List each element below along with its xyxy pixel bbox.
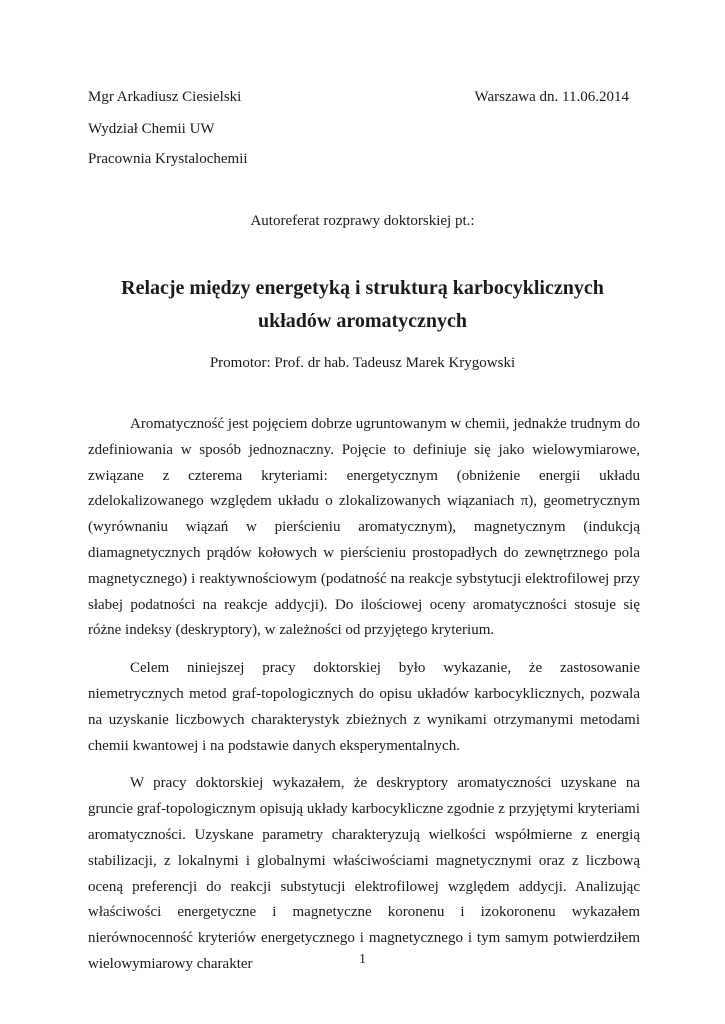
place-date: Warszawa dn. 11.06.2014 — [474, 89, 629, 105]
document-title: Relacje między energetyką i strukturą karbocyklicznych układów aromatycznych — [121, 277, 604, 332]
faculty-name: Wydział Chemii UW — [88, 121, 215, 137]
page-number: 1 — [359, 952, 366, 967]
lab-name: Pracownia Krystalochemii — [88, 151, 248, 167]
paragraph-2: Celem niniejszej pracy doktorskiej było wykazanie, że zastosowanie niemetrycznych metod graf-topologicznych do opisu układów karbocyklicznych, pozwala na uzyskanie liczbowych charakterystyk zbieżnych z wynikami otrzymanymi metodami chemii kwantowej i na podstawie danych eksperymentalnych. — [88, 660, 640, 754]
document-subtitle: Autoreferat rozprawy doktorskiej pt.: — [250, 213, 475, 229]
body-text — [88, 412, 640, 990]
author-name: Mgr Arkadiusz Ciesielski — [88, 89, 242, 105]
paragraph-3: W pracy doktorskiej wykazałem, że deskryptory aromatyczności uzyskane na gruncie graf-topologicznym opisują układy karbocykliczne zgodnie z przyjętymi kryteriami aromatyczności. Uzyskane parametry charakteryzują wielkości współmierne z energią stabilizacji, z lokalnymi i globalnymi właściwościami magnetycznymi oraz z liczbową oceną preferencji do reakcji substytucji elektrofilowej względem addycji. Analizując właściwości energetyczne i magnetyczne koronenu i izokoronenu wykazałem nierównocenność kryteriów energetycznego i magnetycznego i tym samym potwierdziłem wielowymiarowy charakter — [88, 775, 640, 972]
paragraph-1: Aromatyczność jest pojęciem dobrze ugruntowanym w chemii, jednakże trudnym do zdefiniowania w sposób jednoznaczny. Pojęcie to definiuje się jako wielowymiarowe, związane z czterema kryteriami: energetycznym (obniżenie energii układu zdelokalizowanego względem układu o zlokalizowanych wiązaniach π), geometrycznym (wyrównaniu wiązań w pierścieniu aromatycznym), magnetycznym (indukcją diamagnetycznych prądów kołowych w pierścieniu prostopadłych do zewnętrznego pola magnetycznego) i reaktywnościowym (podatność na reakcje sybstytucji elektrofilowej przy słabej podatności na reakcje addycji). Do ilościowej oceny aromatyczności stosuje się różne indeksy (deskryptory), w zależności od przyjętego kryterium. — [88, 416, 640, 639]
promotor-line: Promotor: Prof. dr hab. Tadeusz Marek Krygowski — [209, 355, 516, 371]
